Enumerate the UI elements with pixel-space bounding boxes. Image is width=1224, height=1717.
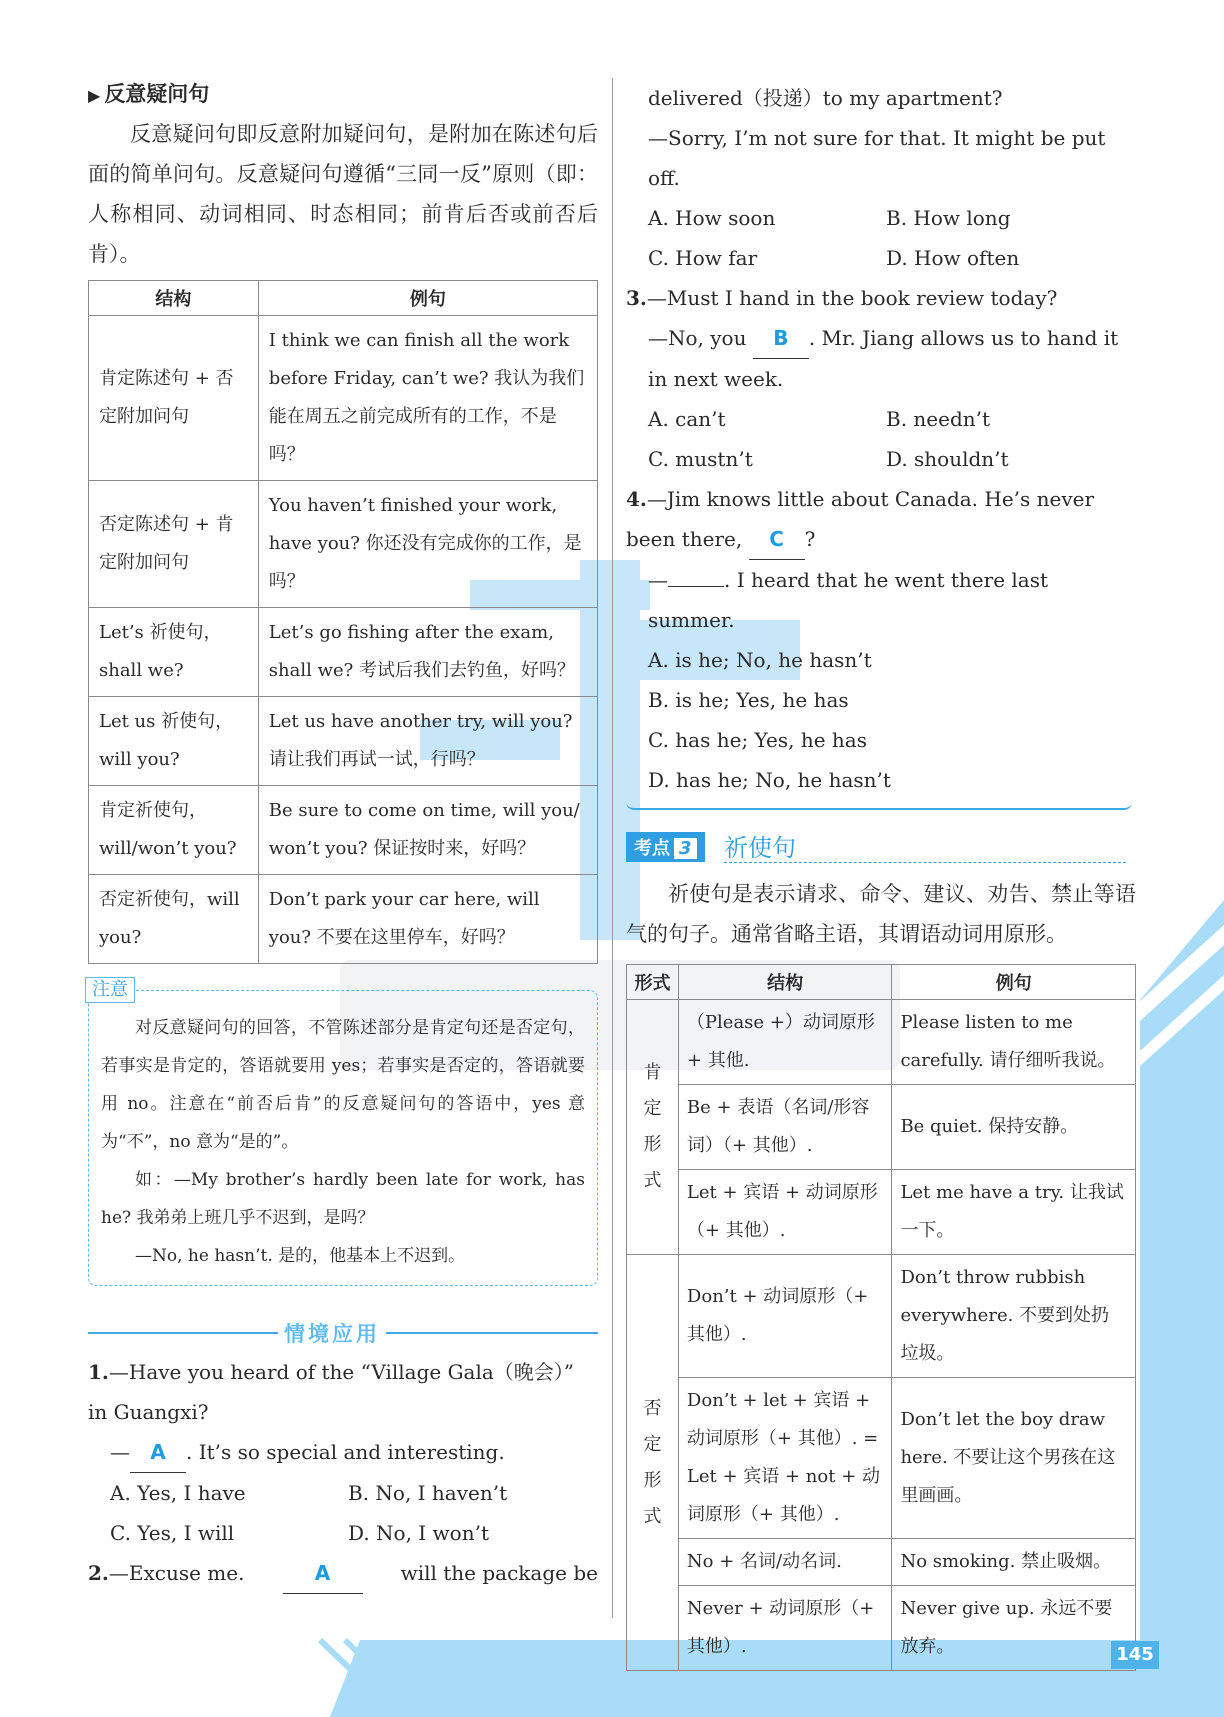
question-4 — [626, 479, 1136, 800]
option: D. shouldn’t — [886, 447, 1009, 471]
question-2 — [88, 1553, 598, 1594]
structure-cell: 肯定祈使句，will/won’t you? — [89, 786, 259, 875]
triangle-icon: ▶ — [88, 86, 101, 105]
option: D. has he; No, he hasn’t — [648, 768, 891, 792]
response-text: . It’s so special and interesting. — [186, 1440, 505, 1464]
section-end-line — [626, 800, 1132, 810]
category-cell: 否定形式 — [627, 1255, 679, 1671]
table-header: 例句 — [258, 281, 597, 316]
table-row — [89, 316, 598, 481]
kaodian-title: 祈使句 — [724, 834, 796, 862]
example-cell: Never give up. 永远不要放弃。 — [892, 1586, 1136, 1671]
example-cell: Please listen to me carefully. 请仔细听我说。 — [892, 1000, 1136, 1085]
example-cell: I think we can finish all the work before Friday, can’t we? 我认为我们能在周五之前完成所有的工作，不是吗？ — [258, 316, 597, 481]
option: C. Yes, I will — [110, 1521, 235, 1545]
table-row — [627, 1170, 1136, 1255]
response-prefix: — — [648, 568, 668, 592]
imperative-table — [626, 964, 1136, 1671]
structure-cell: No + 名词/动名词. — [678, 1539, 892, 1586]
table-row — [89, 608, 598, 697]
structure-cell: Never + 动词原形（+ 其他）. — [678, 1586, 892, 1671]
table-header: 例句 — [892, 965, 1136, 1000]
example-cell: You haven’t finished your work, have you? 你还没有完成你的工作，是吗？ — [258, 481, 597, 608]
option: B. is he; Yes, he has — [648, 688, 849, 712]
option: A. can’t — [648, 407, 726, 431]
response-text: —Sorry, I’m not sure for that. It might be put off. — [648, 126, 1106, 190]
question-stem-cont: delivered（投递）to my apartment? — [648, 86, 1003, 110]
option: C. has he; Yes, he has — [648, 728, 867, 752]
response-prefix: —No, you — [648, 326, 747, 350]
response-text: . Mr. Jiang allows us to hand it in next week. — [648, 326, 1119, 391]
options — [626, 399, 1136, 479]
note-tag: 注意 — [85, 977, 135, 1003]
table-header-row — [89, 281, 598, 316]
example-cell: Let’s go fishing after the exam, shall we? 考试后我们去钓鱼，好吗？ — [258, 608, 597, 697]
structure-cell: Let’s 祈使句，shall we? — [89, 608, 259, 697]
option: B. How long — [886, 206, 1011, 230]
example-cell: Don’t let the boy draw here. 不要让这个男孩在这里画画。 — [892, 1378, 1136, 1539]
option: B. needn’t — [886, 407, 991, 431]
intro-paragraph: 反意疑问句即反意附加疑问句，是附加在陈述句后面的简单问句。反意疑问句遵循“三同一反”原则（即：人称相同、动词相同、时态相同；前肯后否或前否后肯）。 — [88, 122, 598, 266]
badge-number: 3 — [674, 838, 697, 859]
table-header: 结构 — [678, 965, 892, 1000]
structure-cell: Let + 宾语 + 动词原形（+ 其他）. — [678, 1170, 892, 1255]
question-mark: ? — [804, 527, 816, 551]
kaodian-header — [626, 826, 1136, 866]
note-example: 如：—My brother’s hardly been late for work, has he? 我弟弟上班几乎不迟到，是吗？ — [101, 1170, 585, 1228]
right-column — [626, 78, 1136, 1671]
option: D. No, I won’t — [348, 1521, 489, 1545]
table-row — [627, 1586, 1136, 1671]
option: D. How often — [886, 246, 1020, 270]
situation-title: 情境应用 — [278, 1318, 386, 1348]
answer-blank: A — [283, 1553, 363, 1594]
table-row — [89, 875, 598, 964]
question-stem: —Have you heard of the “Village Gala（晚会）” in Guangxi? — [88, 1360, 575, 1424]
question-2-continued — [626, 78, 1136, 278]
table-row — [627, 1378, 1136, 1539]
response-blank — [668, 586, 724, 587]
example-cell: Don’t park your car here, will you? 不要在这里停车，好吗？ — [258, 875, 597, 964]
response-prefix: — — [110, 1440, 130, 1464]
question-number: 4. — [626, 487, 647, 511]
column-divider — [612, 78, 613, 1618]
table-row — [89, 481, 598, 608]
example-cell: Don’t throw rubbish everywhere. 不要到处扔垃圾。 — [892, 1255, 1136, 1378]
response-text: . I heard that he went there last summer. — [648, 568, 1049, 632]
option: A. is he; No, he hasn’t — [648, 648, 872, 672]
question-3 — [626, 278, 1136, 479]
question-number: 2. — [88, 1561, 109, 1585]
option: A. How soon — [648, 206, 776, 230]
note-example-answer: —No, he hasn’t. 是的，他基本上不迟到。 — [135, 1246, 466, 1266]
structure-cell: （Please +）动词原形 + 其他. — [678, 1000, 892, 1085]
table-row — [627, 1085, 1136, 1170]
question-stem: —Jim knows little about Canada. He’s never been there, — [626, 487, 1095, 551]
question-stem: —Excuse me. — [108, 1561, 245, 1585]
table-header: 结构 — [89, 281, 259, 316]
left-column — [88, 78, 598, 1594]
example-cell: Let us have another try, will you? 请让我们再试一试，行吗？ — [258, 697, 597, 786]
question-number: 3. — [626, 286, 647, 310]
page-number: 145 — [1111, 1641, 1159, 1669]
option: C. How far — [648, 246, 758, 270]
table-row — [627, 1539, 1136, 1586]
question-stem-cont: will the package be — [400, 1561, 598, 1585]
example-cell: No smoking. 禁止吸烟。 — [892, 1539, 1136, 1586]
table-header-row — [627, 965, 1136, 1000]
kaodian-line — [724, 862, 1126, 863]
option: A. Yes, I have — [110, 1481, 246, 1505]
question-number: 1. — [88, 1360, 109, 1384]
options — [626, 198, 1136, 278]
option: B. No, I haven’t — [348, 1481, 508, 1505]
table-row — [627, 1255, 1136, 1378]
options — [88, 1473, 598, 1553]
example-cell: Be quiet. 保持安静。 — [892, 1085, 1136, 1170]
question-stem: —Must I hand in the book review today? — [646, 286, 1058, 310]
heading-text: 反意疑问句 — [104, 82, 210, 106]
example-cell: Be sure to come on time, will you/ won’t you? 保证按时来，好吗？ — [258, 786, 597, 875]
structure-cell: Be + 表语（名词/形容词）（+ 其他）. — [678, 1085, 892, 1170]
table-row — [627, 1000, 1136, 1085]
example-cell: Let me have a try. 让我试一下。 — [892, 1170, 1136, 1255]
table-header: 形式 — [627, 965, 679, 1000]
answer-blank: B — [753, 318, 809, 359]
tag-question-table — [88, 280, 598, 964]
situation-header — [88, 1312, 598, 1352]
question-1 — [88, 1352, 598, 1553]
answer-blank: A — [130, 1432, 186, 1473]
imperative-intro: 祈使句是表示请求、命令、建议、劝告、禁止等语气的句子。通常省略主语，其谓语动词用原形。 — [626, 882, 1136, 946]
structure-cell: 否定陈述句 + 肯定附加问句 — [89, 481, 259, 608]
structure-cell: 肯定陈述句 + 否定附加问句 — [89, 316, 259, 481]
note-paragraph: 对反意疑问句的回答，不管陈述部分是肯定句还是否定句，若事实是肯定的，答语就要用 yes；若事实是否定的，答语就要用 no。注意在“前否后肯”的反意疑问句的答语中，yes 意为“不”，no 意为“是的”。 — [101, 1018, 585, 1152]
answer-blank: C — [749, 519, 805, 560]
structure-cell: Don’t + 动词原形（+ 其他）. — [678, 1255, 892, 1378]
note-box — [88, 979, 598, 1286]
category-cell: 肯定形式 — [627, 1000, 679, 1255]
kaodian-badge — [626, 832, 705, 862]
structure-cell: Let us 祈使句，will you? — [89, 697, 259, 786]
section-heading — [88, 78, 598, 108]
option: C. mustn’t — [648, 447, 753, 471]
structure-cell: Don’t + let + 宾语 + 动词原形（+ 其他）. = Let + 宾语 + not + 动词原形（+ 其他）. — [678, 1378, 892, 1539]
table-row — [89, 786, 598, 875]
table-row — [89, 697, 598, 786]
structure-cell: 否定祈使句，will you? — [89, 875, 259, 964]
badge-text: 考点 — [634, 838, 670, 859]
